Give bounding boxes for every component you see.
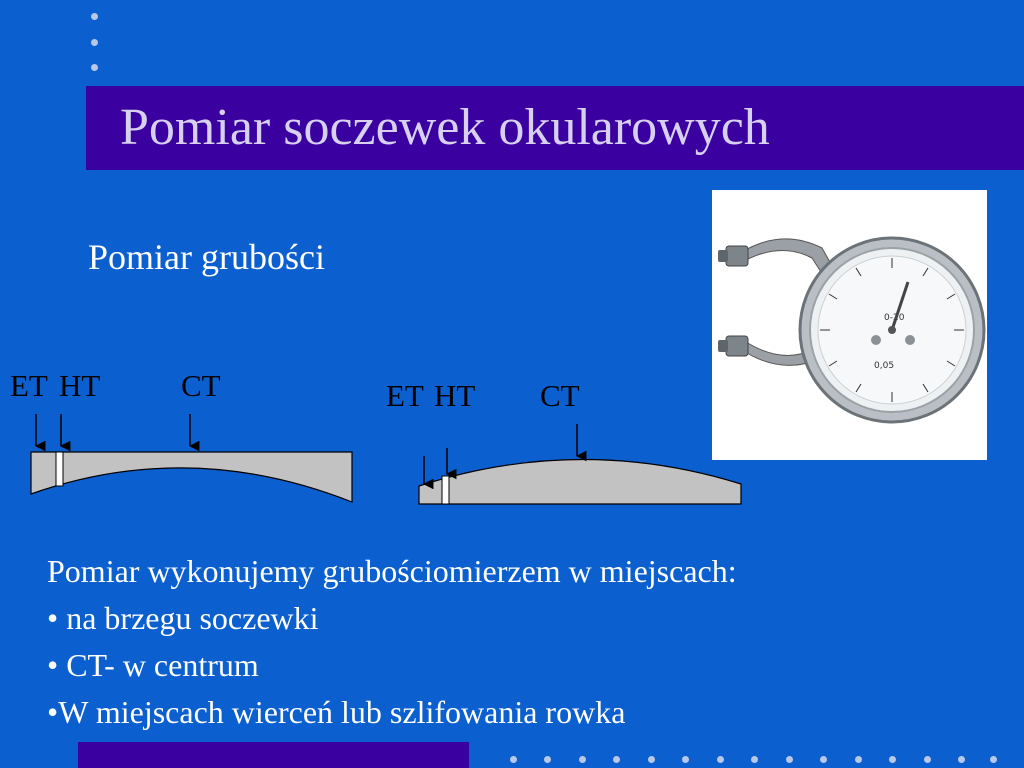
right-et-label: ET (386, 378, 424, 413)
decor-dot (958, 756, 965, 763)
decor-dot (544, 756, 551, 763)
decor-dot (91, 13, 98, 20)
slide-title: Pomiar soczewek okularowych (120, 99, 770, 156)
concave-lens (31, 452, 352, 502)
list-item: • na brzegu soczewki (47, 600, 319, 636)
decor-dot (855, 756, 862, 763)
decor-dot (91, 64, 98, 71)
decor-dot (786, 756, 793, 763)
decor-dot (990, 756, 997, 763)
left-et-label: ET (10, 368, 48, 403)
left-ht-label: HT (59, 368, 101, 403)
decor-dot (682, 756, 689, 763)
dial-unit-text: 0,05 (874, 361, 895, 371)
decor-dot (924, 756, 931, 763)
decor-dot (751, 756, 758, 763)
dial-range-text: 0-20 (884, 313, 905, 323)
decor-dot (510, 756, 517, 763)
convex-lens (419, 459, 741, 504)
left-ct-label: CT (181, 368, 221, 403)
right-ct-label: CT (540, 378, 580, 413)
decor-dot (579, 756, 586, 763)
thickness-gauge-photo (712, 190, 987, 460)
convex-lens-ht-band (442, 476, 449, 504)
decor-dot (717, 756, 724, 763)
thickness-gauge-icon (712, 190, 987, 460)
list-item: • CT- w centrum (47, 647, 259, 683)
decor-dot (648, 756, 655, 763)
decor-dot (889, 756, 896, 763)
lens-diagram (0, 380, 760, 520)
right-ht-label: HT (434, 378, 476, 413)
decor-dot (91, 39, 98, 46)
list-item: •W miejscach wierceń lub szlifowania rowka (47, 694, 626, 730)
body-text (47, 548, 737, 736)
slide-subtitle: Pomiar grubości (88, 237, 325, 277)
decor-dot (820, 756, 827, 763)
decor-dot (613, 756, 620, 763)
body-intro: Pomiar wykonujemy grubościomierzem w miejscach: (47, 553, 737, 589)
concave-lens-ht-band (56, 452, 63, 486)
bottom-accent-bar (78, 742, 469, 768)
